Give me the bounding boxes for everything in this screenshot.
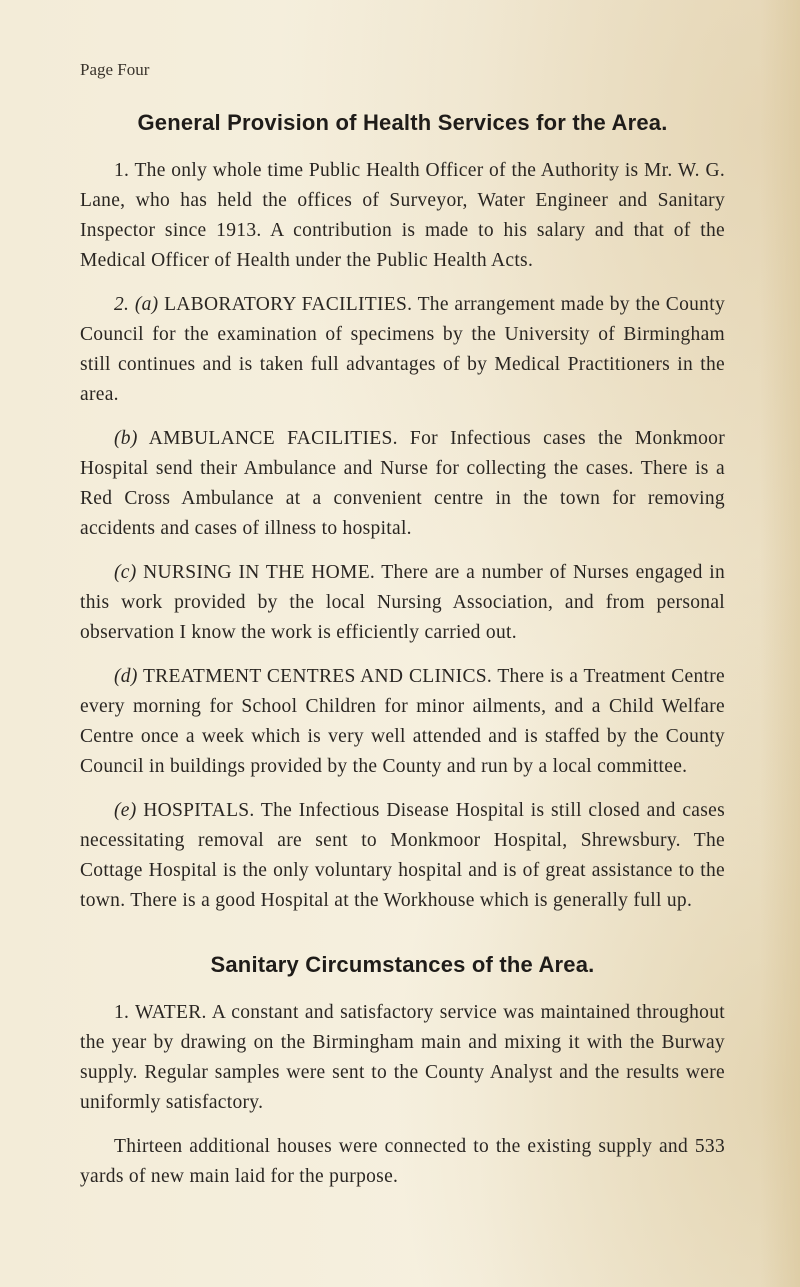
subsection-marker: 2. (a) <box>114 294 159 315</box>
paragraph-text: AMBULANCE FACILITIES. For Infectious cases the Monkmoor Hospital send their Ambulance and Nurse for collecting the cases. There is a Red Cross Ambulance at a convenient centre in the town for removing accidents and cases of illness to hospital. <box>80 428 725 539</box>
subsection-marker: (b) <box>114 428 138 449</box>
paragraph-text: 1. WATER. A constant and satisfactory service was maintained throughout the year by drawing on the Birmingham main and mixing it with the Burway supply. Regular samples were sent to the County Analyst and the results were uniformly satisfactory. <box>80 1002 725 1113</box>
subsection-marker: (e) <box>114 800 137 821</box>
paragraph-additional-houses <box>80 1132 725 1192</box>
section-heading-health-services: General Provision of Health Services for the Area. <box>137 110 668 135</box>
paragraph-text: LABORATORY FACILITIES. The arrangement made by the County Council for the examination of specimens by the University of Birmingham still continues and is taken full advantages of by Medical Practitioners in the area. <box>80 294 725 405</box>
paragraph-text: Thirteen additional houses were connected to the existing supply and 533 yards of new main laid for the purpose. <box>80 1136 725 1187</box>
document-body <box>80 110 725 1206</box>
paragraph-treatment-centres <box>80 662 725 782</box>
paragraph-text: 1. The only whole time Public Health Officer of the Authority is Mr. W. G. Lane, who has held the offices of Surveyor, Water Engineer and Sanitary Inspector since 1913. A contribution is made to his salary and that of the Medical Officer of Health under the Public Health Acts. <box>80 160 725 271</box>
section-heading-sanitary-circumstances: Sanitary Circumstances of the Area. <box>210 952 595 977</box>
paragraph-public-health-officer <box>80 156 725 276</box>
page-edge-shading <box>760 0 800 1287</box>
paragraph-text: TREATMENT CENTRES AND CLINICS. There is a Treatment Centre every morning for School Children for minor ailments, and a Child Welfare Centre once a week which is very well attended and is staffed by the County Council in buildings provided by the County and run by a local committee. <box>80 666 725 777</box>
page-number-label: Page Four <box>80 60 150 79</box>
paragraph-hospitals <box>80 796 725 916</box>
paragraph-nursing-in-the-home <box>80 558 725 648</box>
paragraph-text: HOSPITALS. The Infectious Disease Hospital is still closed and cases necessitating removal are sent to Monkmoor Hospital, Shrewsbury. The Cottage Hospital is the only voluntary hospital and is of great assistance to the town. There is a good Hospital at the Workhouse which is generally full up. <box>80 800 725 911</box>
subsection-marker: (d) <box>114 666 138 687</box>
paragraph-text: NURSING IN THE HOME. There are a number of Nurses engaged in this work provided by the local Nursing Association, and from personal observation I know the work is efficiently carried out. <box>80 562 725 643</box>
paragraph-ambulance-facilities <box>80 424 725 544</box>
paragraph-laboratory-facilities <box>80 290 725 410</box>
subsection-marker: (c) <box>114 562 137 583</box>
paragraph-water <box>80 998 725 1118</box>
